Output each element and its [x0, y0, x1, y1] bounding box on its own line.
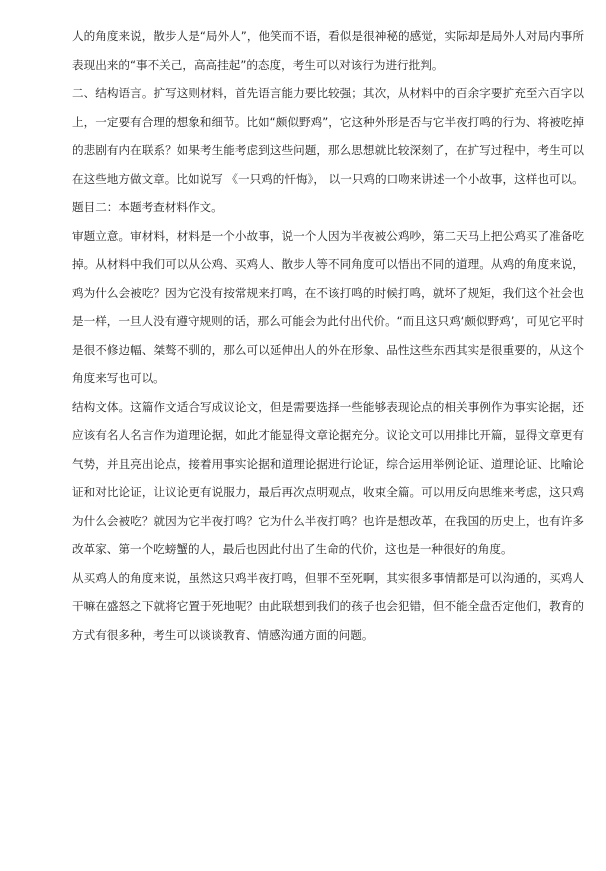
paragraph-structure-style: 结构文体。这篇作文适合写成议论文，但是需要选择一些能够表现论点的相关事例作为事实论据，还应该有名人名言作为道理论据，如此才能显得文章论据充分。议论文可以用排比开篇，显得文章更有气势，并且亮出论点，接着用事实论据和道理论据进行论证，综合运用举例论证、道理论证、比喻论证和对比论证，让议论更有说服力，最后再次点明观点，收束全篇。可以用反向思维来考虑，这只鸡为什么会被吃？就因为它半夜打鸣？它为什么半夜打鸣？也许是想改革，在我国的历史上，也有许多改革家、第一个吃螃蟹的人，最后也因此付出了生命的代价，这也是一种很好的角度。 — [72, 399, 584, 556]
paragraph-buyer-perspective: 从买鸡人的角度来说，虽然这只鸡半夜打鸣，但罪不至死啊，其实很多事情都是可以沟通的，买鸡人干嘛在盛怒之下就将它置于死地呢？由此联想到我们的孩子也会犯错，但不能全盘否定他们，教育的方式有很多种，考生可以谈谈教育、情感沟通方面的问题。 — [72, 570, 584, 642]
paragraph-theme-analysis: 审题立意。审材料，材料是一个小故事，说一个人因为半夜被公鸡吵，第二天马上把公鸡买了准备吃掉。从材料中我们可以从公鸡、买鸡人、散步人等不同角度可以悟出不同的道理。从鸡的角度来说，鸡为什么会被吃？因为它没有按常规来打鸣，在不该打鸣的时候打鸣，就坏了规矩，我们这个社会也是一样，一旦人没有遵守规则的话，那么可能会为此付出代价。“而且这只鸡‘颇似野鸡’，可见它平时是很不修边幅、桀骜不驯的，那么可以延伸出人的外在形象、品性这些东西其实是很重要的，从这个角度来写也可以。 — [72, 228, 584, 385]
paragraph-structure-language: 二、结构语言。扩写这则材料，首先语言能力要比较强；其次，从材料中的百余字要扩充至六百字以上，一定要有合理的想象和细节。比如“颇似野鸡”，它这种外形是否与它半夜打鸣的行为、将被吃掉的悲剧有内在联系？如果考生能考虑到这些问题，那么思想就比较深刻了，在扩写过程中，考生可以在这些地方做文章。比如说写 《一只鸡的忏悔》， 以一只鸡的口吻来讲述一个小故事，这样也可以。 — [72, 86, 584, 186]
paragraph-question-two-heading: 题目二：本题考查材料作文。 — [72, 200, 223, 214]
paragraph-intro-continuation: 人的角度来说，散步人是“局外人”，他笑而不语，看似是很神秘的感觉，实际却是局外人对局内事所表现出来的“事不关己，高高挂起”的态度，考生可以对该行为进行批判。 — [72, 29, 584, 72]
document-body — [72, 22, 584, 649]
